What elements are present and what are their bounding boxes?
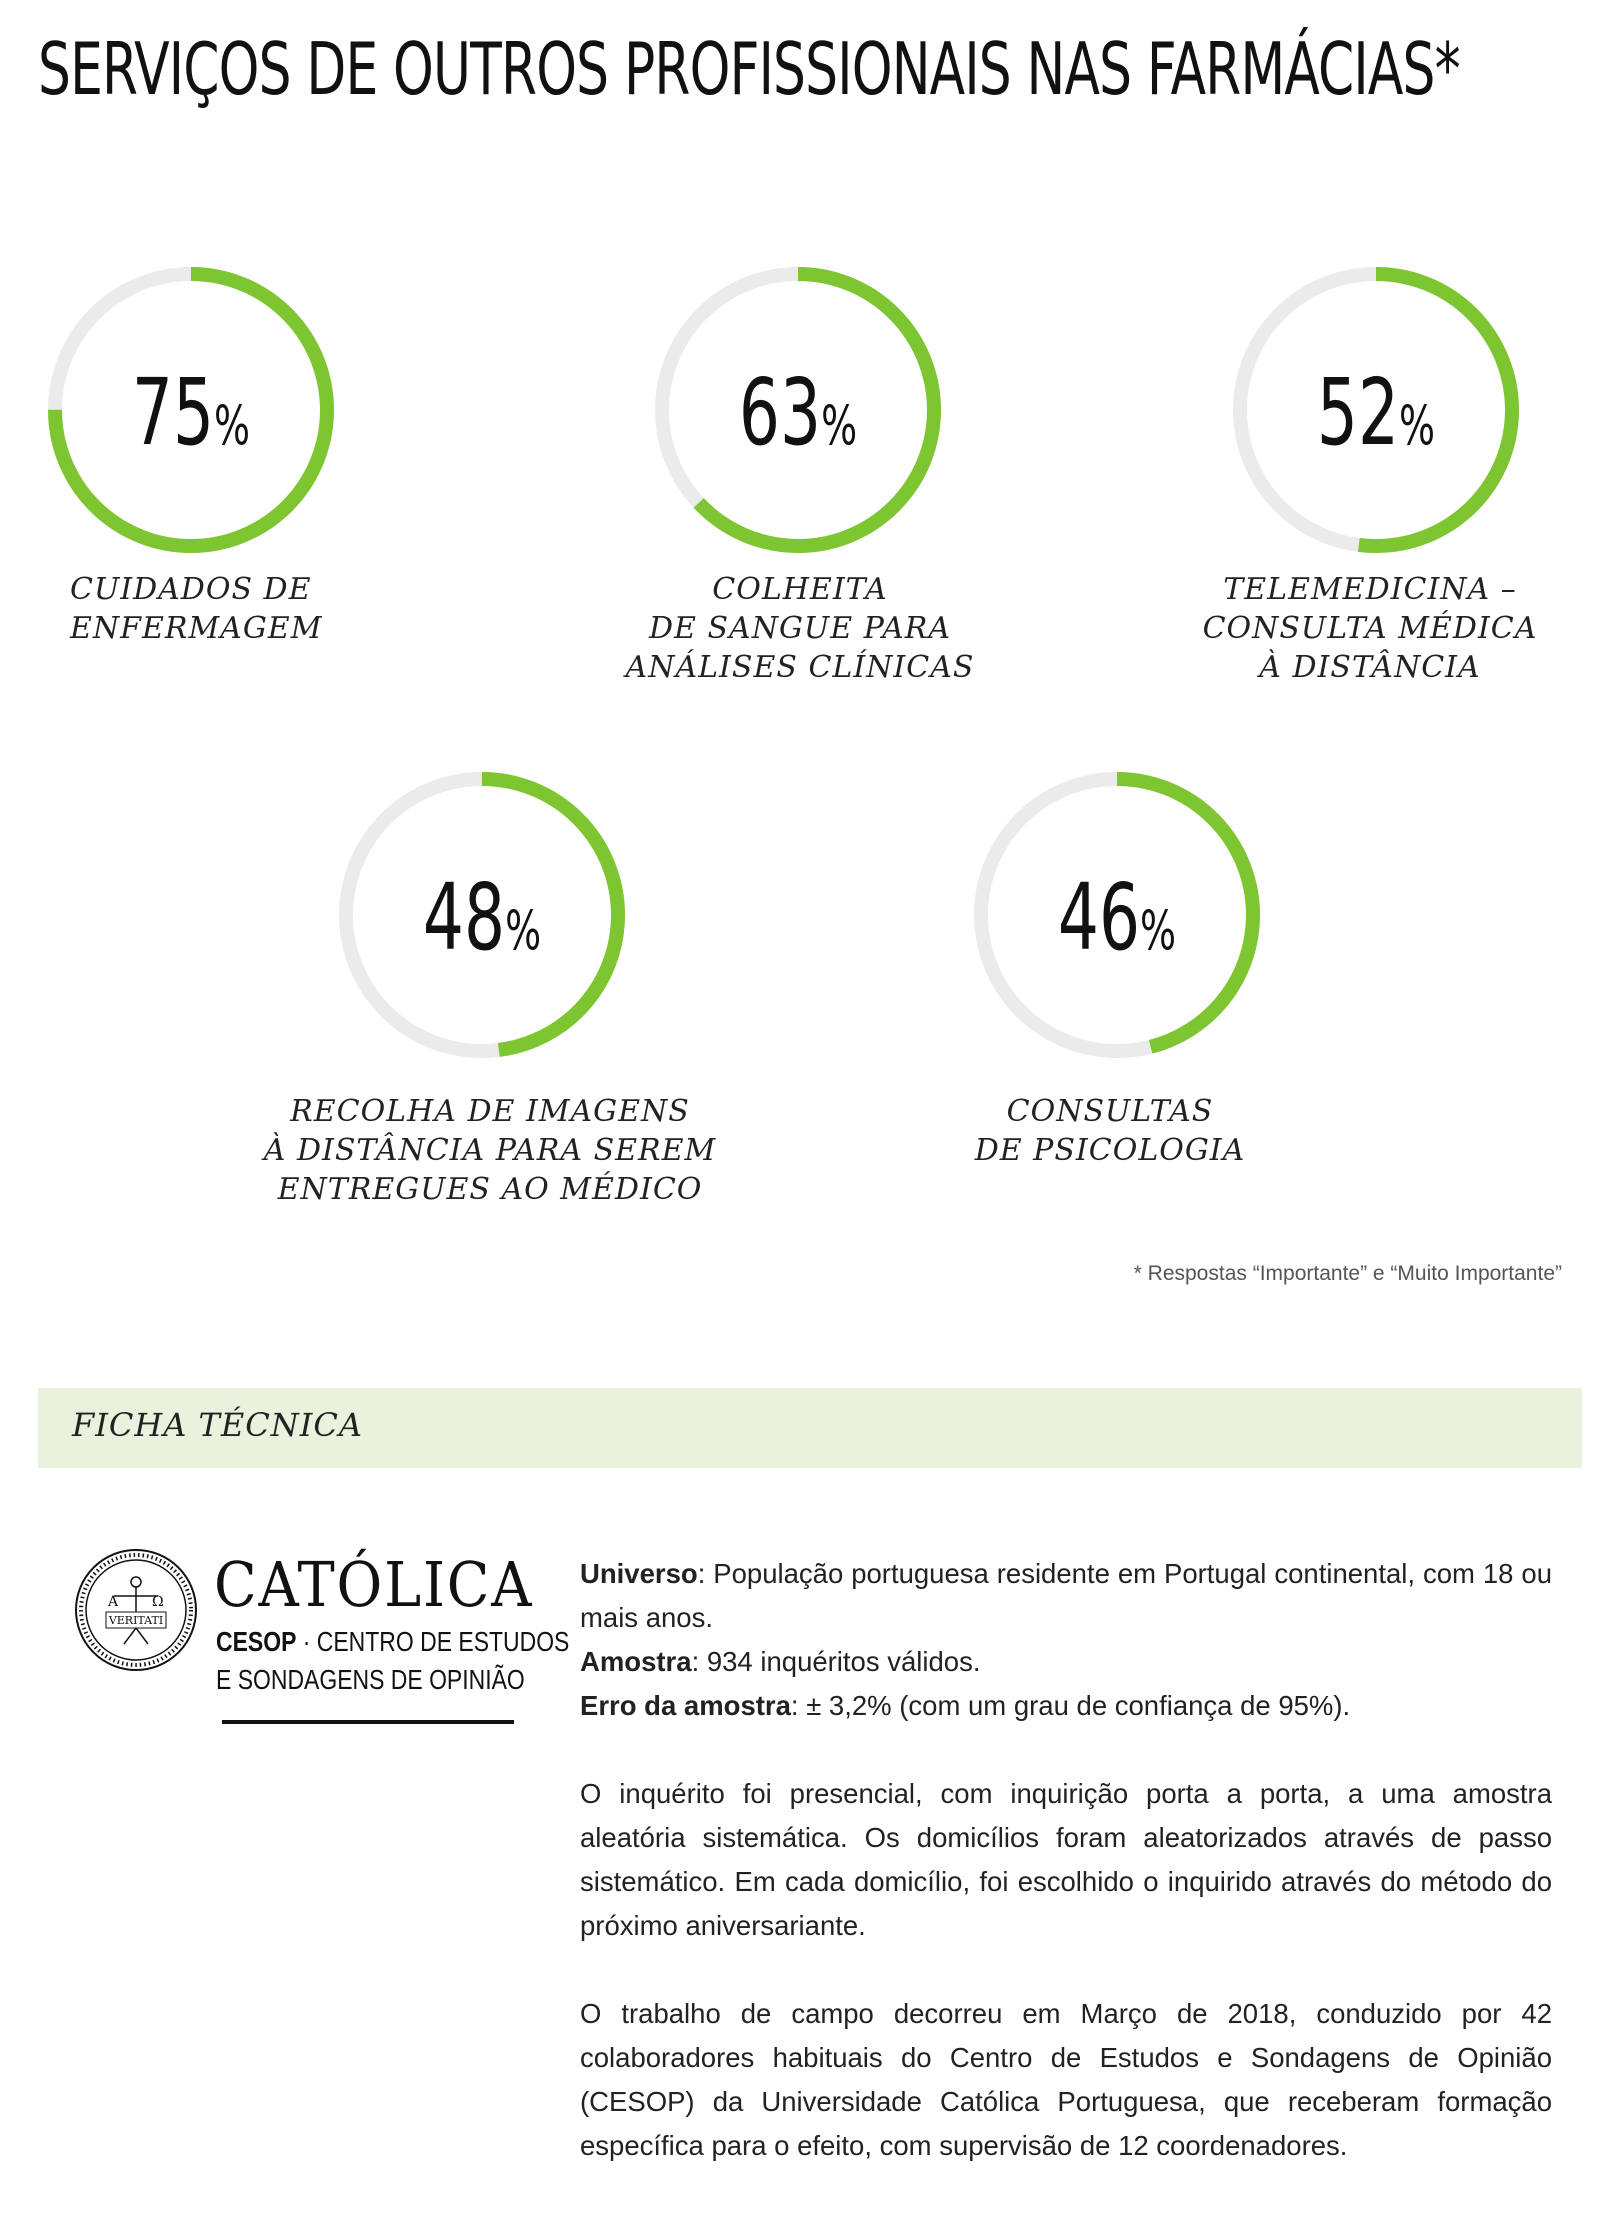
donut-label-2: COLHEITA DE SANGUE PARA ANÁLISES CLÍNICAS (625, 572, 975, 685)
donut-4 (346, 779, 618, 1051)
donut-value-4 (423, 864, 541, 971)
technical-sheet (580, 1552, 1552, 2168)
donut-1 (55, 274, 327, 546)
erro-label: Erro da amostra (580, 1690, 791, 1721)
fieldwork-paragraph: O trabalho de campo decorreu em Março de 2018, conduzido por 42 colaboradores habituais do Centro de Estudos e Sondagens de Opinião (CESOP) da Universidade Católica Portuguesa, que receberam formação específica para o efeito, com supervisão de 12 coordenadores. (580, 1998, 1552, 2161)
ficha-tecnica-band (38, 1388, 1582, 1468)
donut-number-5: 46 (1057, 864, 1141, 972)
donut-label-5: CONSULTAS DE PSICOLOGIA (974, 1094, 1246, 1168)
method-paragraph: O inquérito foi presencial, com inquirição porta a porta, a uma amostra aleatória sistemática. Os domicílios foram aleatorizados através de passo sistemático. Em cada domicílio, foi escolhido o inquirido através do método do próximo aniversariante. (580, 1778, 1552, 1941)
donut-percent-2: % (821, 394, 858, 458)
donut-label-4: RECOLHA DE IMAGENS À DISTÂNCIA PARA SEREM ENTREGUES AO MÉDICO (263, 1094, 717, 1207)
donut-number-4: 48 (422, 864, 506, 972)
donut-number-1: 75 (131, 359, 215, 467)
catolica-logo (74, 1548, 570, 1728)
brand-subtitle-line1 (216, 1626, 569, 1658)
donut-3 (1240, 274, 1512, 546)
donut-value-2 (739, 359, 857, 466)
donut-2 (662, 274, 934, 546)
donut-percent-5: % (1140, 899, 1177, 963)
donut-number-3: 52 (1316, 359, 1400, 467)
page-title: SERVIÇOS DE OUTROS PROFISSIONAIS NAS FARMÁCIAS* (38, 27, 1460, 111)
donut-percent-1: % (214, 394, 251, 458)
donut-value-5 (1058, 864, 1176, 971)
universo-row (580, 1552, 1552, 1640)
brand-subtitle-rest: · CENTRO DE ESTUDOS (296, 1626, 570, 1657)
footnote: * Respostas “Importante” e “Muito Importante” (1133, 1262, 1562, 1285)
donut-percent-3: % (1399, 394, 1436, 458)
donut-value-1 (132, 359, 250, 466)
donut-5 (981, 779, 1253, 1051)
amostra-row (580, 1640, 1552, 1684)
ficha-tecnica-title: FICHA TÉCNICA (72, 1406, 363, 1444)
university-seal-icon (74, 1548, 198, 1672)
seal-text: VERITATI (108, 1614, 164, 1627)
donut-label-1: CUIDADOS DE ENFERMAGEM (70, 572, 323, 646)
amostra-label: Amostra (580, 1646, 692, 1677)
svg-text:A: A (108, 1594, 119, 1610)
donut-number-2: 63 (738, 359, 822, 467)
donut-label-3: TELEMEDICINA – CONSULTA MÉDICA À DISTÂNCIA (1202, 572, 1538, 685)
brand-underline (222, 1720, 514, 1724)
donut-percent-4: % (505, 899, 542, 963)
donut-value-3 (1317, 359, 1435, 466)
svg-text:Ω: Ω (152, 1594, 164, 1610)
brand-name: CATÓLICA (214, 1548, 534, 1621)
universo-text: : População portuguesa residente em Portugal continental, com 18 ou mais anos. (580, 1558, 1552, 1633)
universo-label: Universo (580, 1558, 698, 1589)
amostra-text: : 934 inquéritos válidos. (691, 1646, 981, 1677)
brand-subtitle-line2: E SONDAGENS DE OPINIÃO (216, 1664, 525, 1695)
brand-abbr: CESOP (216, 1626, 297, 1657)
erro-text: : ± 3,2% (com um grau de confiança de 95%). (790, 1690, 1351, 1721)
erro-row (580, 1684, 1552, 1728)
